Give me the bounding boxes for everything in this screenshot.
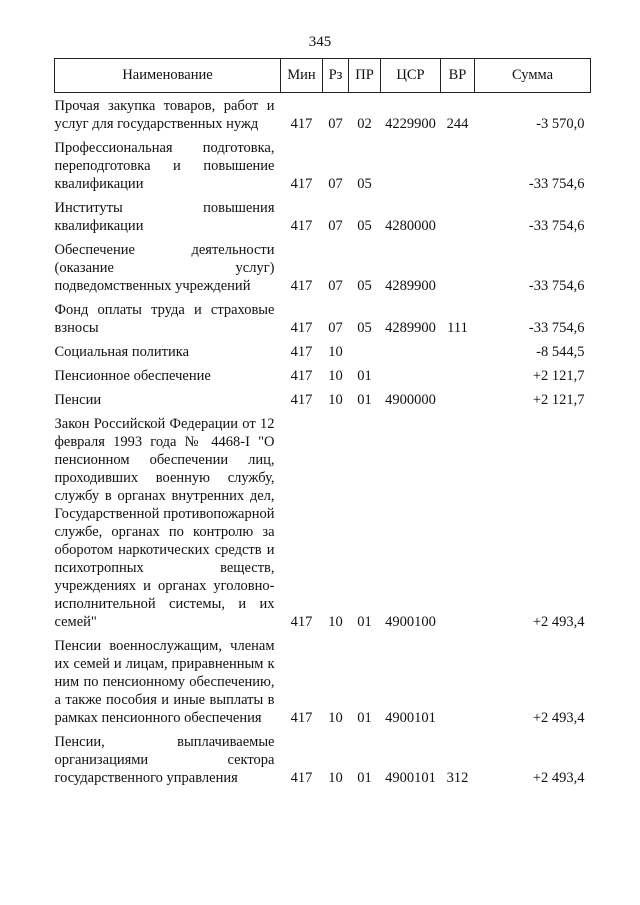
cell-rz: 07 (328, 320, 343, 336)
cell-sum: +2 493,4 (532, 614, 585, 630)
cell-pr: 01 (357, 392, 372, 408)
cell-min: 417 (290, 176, 313, 192)
table-row (55, 733, 591, 793)
cell-rz: 10 (328, 344, 343, 360)
table-row (55, 241, 591, 301)
cell-pr: 01 (357, 710, 372, 726)
header-sum: Сумма (475, 59, 591, 93)
cell-pr (349, 343, 381, 367)
cell-sum: +2 121,7 (532, 392, 585, 408)
cell-sum: -33 754,6 (528, 176, 585, 192)
table-row (55, 199, 591, 241)
cell-csr (381, 139, 441, 199)
cell-pr: 02 (357, 116, 372, 132)
page-number: 345 (308, 34, 332, 50)
cell-vr (441, 391, 475, 415)
cell-sum: +2 121,7 (532, 368, 585, 384)
cell-csr: 4900000 (385, 392, 436, 408)
cell-name: Профессиональная подготовка, переподготовка и повышение квалификации (54, 140, 275, 192)
cell-pr: 05 (357, 176, 372, 192)
cell-sum: -3 570,0 (536, 116, 585, 132)
table-row (55, 93, 591, 140)
cell-rz: 07 (328, 278, 343, 294)
header-vr: ВР (441, 59, 475, 93)
budget-table (54, 58, 591, 793)
cell-pr: 01 (357, 614, 372, 630)
cell-vr: 312 (446, 770, 469, 786)
cell-min: 417 (290, 320, 313, 336)
cell-rz: 10 (328, 710, 343, 726)
header-csr: ЦСР (381, 59, 441, 93)
cell-name: Пенсии, выплачиваемые организациями сектора государственного управления (54, 734, 275, 786)
cell-pr: 05 (357, 218, 372, 234)
cell-min: 417 (290, 218, 313, 234)
header-pr: ПР (349, 59, 381, 93)
cell-csr: 4229900 (385, 116, 436, 132)
cell-min: 417 (290, 710, 313, 726)
cell-pr: 05 (357, 278, 372, 294)
cell-sum: +2 493,4 (532, 770, 585, 786)
table-row (55, 391, 591, 415)
cell-name: Пенсионное обеспечение (54, 368, 211, 384)
cell-rz: 10 (328, 614, 343, 630)
cell-csr: 4280000 (385, 218, 436, 234)
table-row (55, 301, 591, 343)
table-row (55, 637, 591, 733)
cell-sum: -33 754,6 (528, 278, 585, 294)
table-row (55, 367, 591, 391)
cell-rz: 10 (328, 392, 343, 408)
table-row (55, 139, 591, 199)
cell-sum: -33 754,6 (528, 320, 585, 336)
cell-csr (381, 343, 441, 367)
cell-sum: -8 544,5 (536, 344, 585, 360)
cell-rz: 10 (328, 770, 343, 786)
header-name: Наименование (55, 59, 281, 93)
cell-vr (441, 637, 475, 733)
cell-name: Институты повышения квалификации (54, 200, 275, 234)
cell-min: 417 (290, 368, 313, 384)
header-min: Мин (281, 59, 323, 93)
cell-rz: 07 (328, 116, 343, 132)
cell-name: Фонд оплаты труда и страховые взносы (54, 302, 275, 336)
cell-pr: 01 (357, 770, 372, 786)
cell-vr (441, 241, 475, 301)
cell-csr (381, 367, 441, 391)
cell-name: Прочая закупка товаров, работ и услуг для государственных нужд (54, 98, 275, 132)
header-rz: Рз (323, 59, 349, 93)
cell-vr (441, 415, 475, 637)
table-header-row (55, 59, 591, 93)
cell-name: Пенсии военнослужащим, членам их семей и лицам, приравненным к ним по пенсионному обеспечению, а также пособия и иные выплаты в рамках пенсионного обеспечения (54, 638, 275, 726)
cell-name: Закон Российской Федерации от 12 февраля 1993 года № 4468-I "О пенсионном обеспечении лиц, проходивших военную службу, службу в органах внутренних дел, Государственной противопожарной службе, органах по контролю за оборотом наркотических средств и психотропных веществ, учреждениях и органах уголовно-исполнительной системы, и их семей" (54, 416, 275, 630)
cell-name: Пенсии (54, 392, 102, 408)
cell-csr: 4289900 (385, 320, 436, 336)
cell-vr: 111 (447, 320, 468, 336)
cell-vr (441, 199, 475, 241)
cell-csr: 4289900 (385, 278, 436, 294)
cell-csr: 4900101 (385, 710, 436, 726)
cell-rz: 07 (328, 176, 343, 192)
cell-name: Обеспечение деятельности (оказание услуг) подведомственных учреждений (54, 242, 275, 294)
cell-min: 417 (290, 614, 313, 630)
cell-vr (441, 343, 475, 367)
cell-sum: -33 754,6 (528, 218, 585, 234)
cell-rz: 10 (328, 368, 343, 384)
cell-rz: 07 (328, 218, 343, 234)
cell-min: 417 (290, 344, 313, 360)
cell-vr (441, 367, 475, 391)
cell-sum: +2 493,4 (532, 710, 585, 726)
cell-pr: 01 (357, 368, 372, 384)
table-row (55, 343, 591, 367)
cell-name: Социальная политика (54, 344, 190, 360)
cell-min: 417 (290, 770, 313, 786)
cell-min: 417 (290, 278, 313, 294)
cell-csr: 4900100 (385, 614, 436, 630)
cell-vr: 244 (446, 116, 469, 132)
cell-csr: 4900101 (385, 770, 436, 786)
cell-vr (441, 139, 475, 199)
cell-pr: 05 (357, 320, 372, 336)
cell-min: 417 (290, 392, 313, 408)
table-row (55, 415, 591, 637)
cell-min: 417 (290, 116, 313, 132)
